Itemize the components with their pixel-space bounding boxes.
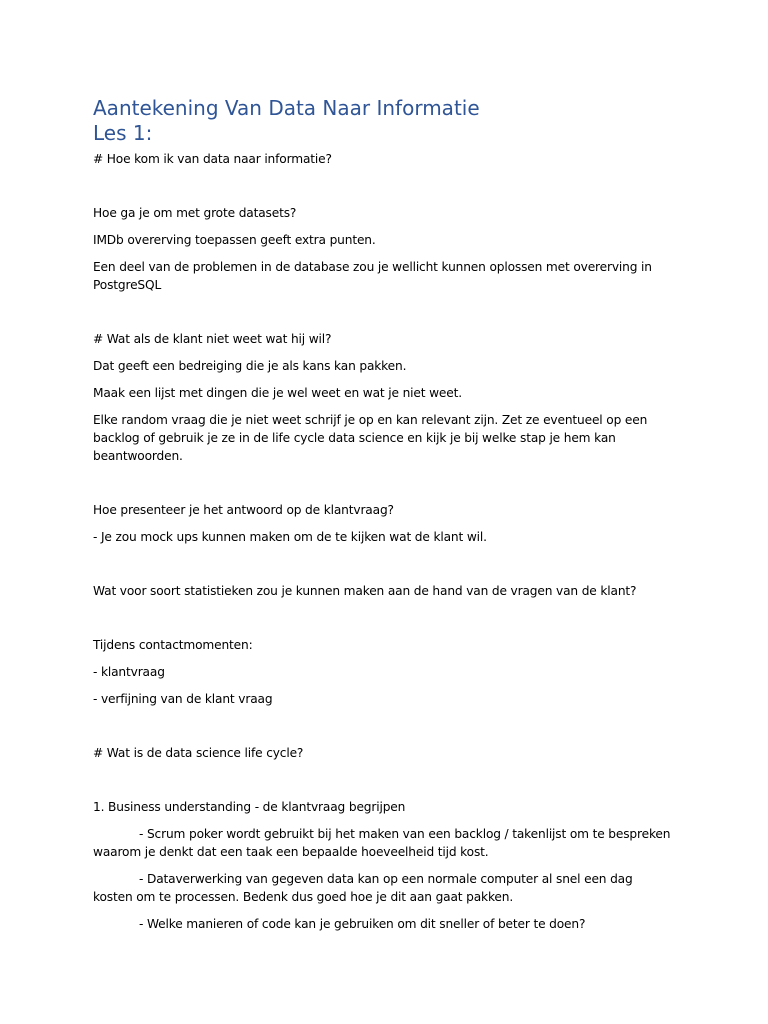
paragraph-database-problems: Een deel van de problemen in de database zou je wellicht kunnen oplossen met overerving in PostgreSQL [93,260,656,292]
paragraph-present-answer-question: Hoe presenteer je het antwoord op de klantvraag? [93,503,394,517]
paragraph-threat-as-opportunity: Dat geeft een bedreiging die je als kans kan pakken. [93,359,407,373]
paragraph-random-questions: Elke random vraag die je niet weet schrijf je op en kan relevant zijn. Zet ze eventueel op een backlog of gebruik je ze in de life cycle data science en kijk je bij welke stap je hem kan beantwoorden. [93,413,651,463]
paragraph-make-a-list: Maak een lijst met dingen die je wel weet en wat je niet weet. [93,386,462,400]
list-item-client-question: - klantvraag [93,665,165,679]
list-item-business-understanding: 1. Business understanding - de klantvraag begrijpen [93,800,406,814]
document-title-line-1: Aantekening Van Data Naar Informatie [93,96,480,120]
paragraph-heading-data-to-information: # Hoe kom ik van data naar informatie? [93,152,332,166]
document-title-line-2: Les 1: [93,121,153,145]
paragraph-imdb-inheritance: IMDb overerving toepassen geeft extra punten. [93,233,376,247]
list-item-faster-code: - Welke manieren of code kan je gebruiken om dit sneller of beter te doen? [139,917,586,931]
paragraph-large-datasets-question: Hoe ga je om met grote datasets? [93,206,297,220]
list-item-refine-client-question: - verfijning van de klant vraag [93,692,273,706]
list-item-data-processing: - Dataverwerking van gegeven data kan op een normale computer al snel een dag kosten om te processen. Bedenk dus goed hoe je dit aan gaat pakken. [93,872,637,904]
list-item-scrum-poker: - Scrum poker wordt gebruikt bij het maken van een backlog / takenlijst om te bespreken waarom je denkt dat een taak een bepaalde hoeveelheid tijd kost. [93,827,675,859]
paragraph-contact-moments: Tijdens contactmomenten: [93,638,253,652]
paragraph-mock-ups: - Je zou mock ups kunnen maken om de te kijken wat de klant wil. [93,530,487,544]
paragraph-heading-client-unsure: # Wat als de klant niet weet wat hij wil? [93,332,332,346]
document-page [93,96,675,933]
paragraph-statistics-question: Wat voor soort statistieken zou je kunnen maken aan de hand van de vragen van de klant? [93,584,637,598]
paragraph-heading-life-cycle: # Wat is de data science life cycle? [93,746,304,760]
